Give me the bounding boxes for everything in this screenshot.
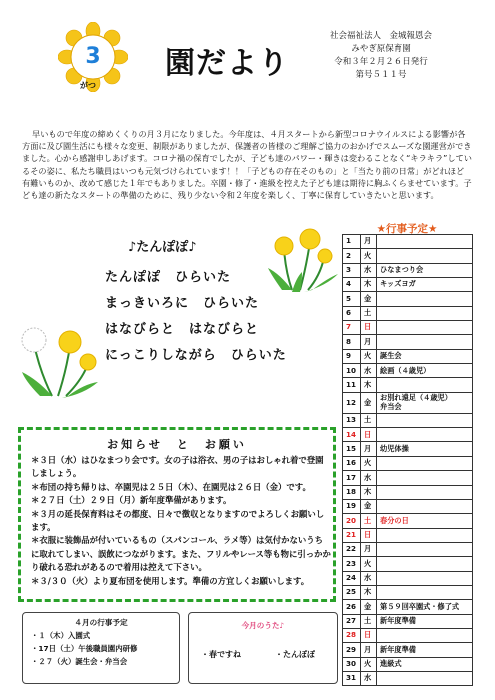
- schedule-day: 18: [343, 485, 361, 499]
- schedule-weekday: 水: [361, 671, 377, 685]
- schedule-day: 2: [343, 249, 361, 263]
- schedule-weekday: 土: [361, 306, 377, 320]
- schedule-day: 22: [343, 542, 361, 556]
- schedule-weekday: 月: [361, 442, 377, 456]
- schedule-day: 31: [343, 671, 361, 685]
- schedule-day: 20: [343, 514, 361, 528]
- notice-item: ＊布団の持ち帰りは、卒園児は２５日（木）、在園児は２６日（金）です。: [31, 481, 311, 492]
- schedule-event: [377, 528, 473, 542]
- schedule-row: [343, 671, 473, 685]
- schedule-row: [343, 349, 473, 363]
- schedule-event: [377, 485, 473, 499]
- poem-title: ♪たんぽぽ♪: [128, 240, 197, 255]
- song-item: ・たんぽぽ: [275, 650, 315, 659]
- schedule-day: 25: [343, 585, 361, 599]
- dandelion-illustration-icon: [262, 228, 342, 298]
- notice-item: ＊３月の延長保育料はその都度、日々で徴収となりますのでよろしくお願いします。: [31, 508, 325, 533]
- schedule-row: [343, 643, 473, 657]
- poem-line: まっきいろに ひらいた: [105, 296, 260, 311]
- schedule-event: [377, 456, 473, 470]
- schedule-event: [377, 413, 473, 427]
- schedule-row: [343, 456, 473, 470]
- schedule-day: 5: [343, 292, 361, 306]
- schedule-row: [343, 364, 473, 378]
- schedule-event: [377, 585, 473, 599]
- schedule-weekday: 月: [361, 335, 377, 349]
- song-item: ・春ですね: [201, 650, 241, 659]
- poem-line: にっこりしながら ひらいた: [105, 348, 287, 363]
- schedule-event: [377, 235, 473, 249]
- schedule-row: [343, 571, 473, 585]
- schedule-day: 1: [343, 235, 361, 249]
- schedule-day: 9: [343, 349, 361, 363]
- schedule-row: [343, 335, 473, 349]
- schedule-day: 21: [343, 528, 361, 542]
- schedule-row: [343, 614, 473, 628]
- schedule-weekday: 月: [361, 643, 377, 657]
- schedule-row: [343, 657, 473, 671]
- schedule-event: 新年度準備: [377, 643, 473, 657]
- april-events-box: [22, 612, 180, 684]
- schedule-weekday: 日: [361, 428, 377, 442]
- schedule-event: [377, 542, 473, 556]
- april-event-item: ・２７（火）誕生会・弁当会: [31, 657, 128, 666]
- schedule-row: [343, 278, 473, 292]
- schedule-weekday: 金: [361, 600, 377, 614]
- schedule-event: 進級式: [377, 657, 473, 671]
- schedule-row: [343, 514, 473, 528]
- schedule-day: 30: [343, 657, 361, 671]
- schedule-day: 17: [343, 471, 361, 485]
- schedule-day: 27: [343, 614, 361, 628]
- schedule-event: [377, 292, 473, 306]
- schedule-day: 12: [343, 392, 361, 413]
- schedule-weekday: 火: [361, 249, 377, 263]
- schedule-day: 11: [343, 378, 361, 392]
- april-events-title: ４月の行事予定: [74, 618, 128, 627]
- schedule-weekday: 木: [361, 278, 377, 292]
- schedule-day: 14: [343, 428, 361, 442]
- schedule-row: [343, 528, 473, 542]
- monthly-song-box: [188, 612, 338, 684]
- schedule-event: [377, 378, 473, 392]
- notice-item: ＊３/３０（火）より夏布団を使用します。準備の方宜しくお願いします。: [31, 575, 310, 586]
- schedule-weekday: 水: [361, 471, 377, 485]
- schedule-title: ★行事予定★: [376, 223, 438, 235]
- notice-item: ＊３日（水）はひなまつり会です。女の子は浴衣、男の子はおしゃれ着で登園しましょう。: [31, 455, 324, 479]
- schedule-weekday: 月: [361, 542, 377, 556]
- schedule-row: [343, 485, 473, 499]
- schedule-day: 13: [343, 413, 361, 427]
- schedule-row: [343, 392, 473, 413]
- schedule-event: 第５９回卒園式・修了式: [377, 600, 473, 614]
- schedule-day: 29: [343, 643, 361, 657]
- monthly-song-title: 今月のうた♪: [241, 621, 285, 630]
- schedule-event: [377, 335, 473, 349]
- notice-item: ＊衣服に装飾品が付いているもの（スパンコール、ラメ等）は気付かないうちに取れてしまい、誤飲につながります。また、フリルやレース等も物に引っかかり破れる恐れがあるので着用は控えて下さい。: [31, 535, 331, 573]
- badge-number: 3: [85, 44, 101, 69]
- schedule-event: 絵画（４歳児）: [377, 364, 473, 378]
- schedule-weekday: 土: [361, 413, 377, 427]
- schedule-row: [343, 542, 473, 556]
- schedule-weekday: 金: [361, 392, 377, 413]
- schedule-weekday: 火: [361, 456, 377, 470]
- schedule-event: 幼児体操: [377, 442, 473, 456]
- schedule-row: [343, 321, 473, 335]
- schedule-row: [343, 292, 473, 306]
- schedule-day: 6: [343, 306, 361, 320]
- schedule-day: 8: [343, 335, 361, 349]
- poem-line: たんぽぽ ひらいた: [105, 270, 232, 285]
- schedule-row: [343, 263, 473, 277]
- notice-item: ＊２７日（土）２９日（月）新年度準備があります。: [31, 495, 232, 506]
- schedule-weekday: 土: [361, 614, 377, 628]
- schedule-row: [343, 600, 473, 614]
- dandelion-fluff-illustration-icon: [18, 322, 103, 402]
- schedule-row: [343, 413, 473, 427]
- schedule-weekday: 金: [361, 292, 377, 306]
- schedule-day: 3: [343, 263, 361, 277]
- org-line: 第号５１１号: [355, 70, 407, 80]
- schedule-row: [343, 306, 473, 320]
- schedule-weekday: 木: [361, 378, 377, 392]
- org-line: みやぎ原保育園: [351, 44, 411, 54]
- schedule-day: 19: [343, 499, 361, 513]
- schedule-weekday: 水: [361, 571, 377, 585]
- schedule-weekday: 火: [361, 657, 377, 671]
- schedule-weekday: 金: [361, 499, 377, 513]
- page-title: 園だより: [165, 46, 289, 81]
- schedule-weekday: 木: [361, 485, 377, 499]
- schedule-event: [377, 571, 473, 585]
- schedule-day: 24: [343, 571, 361, 585]
- schedule-day: 7: [343, 321, 361, 335]
- schedule-row: [343, 442, 473, 456]
- schedule-day: 4: [343, 278, 361, 292]
- schedule-day: 23: [343, 557, 361, 571]
- schedule-weekday: 水: [361, 364, 377, 378]
- schedule-row: [343, 249, 473, 263]
- schedule-weekday: 火: [361, 349, 377, 363]
- org-line: 令和３年２月２６日発行: [334, 57, 428, 67]
- schedule-day: 15: [343, 442, 361, 456]
- april-event-item: ・１（木）入園式: [31, 631, 91, 640]
- april-event-item: ・17日（土）午後職員園内研修: [31, 644, 138, 653]
- notice-box: [18, 427, 336, 602]
- schedule-row: [343, 378, 473, 392]
- schedule-day: 10: [343, 364, 361, 378]
- schedule-event: [377, 499, 473, 513]
- schedule-event: [377, 671, 473, 685]
- schedule-row: [343, 628, 473, 642]
- schedule-event: [377, 249, 473, 263]
- schedule-event: [377, 471, 473, 485]
- schedule-event: [377, 321, 473, 335]
- schedule-weekday: 日: [361, 528, 377, 542]
- schedule-event: 新年度準備: [377, 614, 473, 628]
- notice-title: お知らせ と お願い: [107, 438, 247, 451]
- schedule-row: [343, 471, 473, 485]
- schedule-event: [377, 557, 473, 571]
- schedule-day: 28: [343, 628, 361, 642]
- schedule-event: 誕生会: [377, 349, 473, 363]
- schedule-row: [343, 428, 473, 442]
- schedule-row: [343, 585, 473, 599]
- schedule-event: [377, 628, 473, 642]
- schedule-event: [377, 428, 473, 442]
- schedule-weekday: 火: [361, 557, 377, 571]
- schedule-day: 16: [343, 456, 361, 470]
- schedule-weekday: 日: [361, 628, 377, 642]
- badge-unit: がつ: [80, 81, 96, 90]
- schedule-day: 26: [343, 600, 361, 614]
- org-line: 社会福祉法人 金城報恩会: [330, 31, 433, 41]
- schedule-event: [377, 306, 473, 320]
- schedule-event: キッズヨガ: [377, 278, 473, 292]
- sunflower-badge-icon: [58, 22, 128, 92]
- schedule-weekday: 水: [361, 263, 377, 277]
- schedule-weekday: 木: [361, 585, 377, 599]
- poem-line: はなびらと はなびらと: [105, 322, 260, 337]
- intro-paragraph: 早いもので年度の締めくくりの月３月になりました。今年度は、４月スタートから新型コロナウイルスによる影響が各方面に及び園生活にも様々な変更、制限がありましたが、保護者の皆様のご理解ご協力のおかげでスムーズな園運営ができました。心から感謝申しあげます。コロナ禍の保育でしたが、子ども達のパワー・輝きは変わることなく“キラキラ”しているその姿に、私たち職員はいつも元気づけられています！！「子どもの存在そのもの」と「当たり前の日常」がどれほど有難いものか、改めて感じた１年でもありました。卒園・修了・進級を控えた子ども達は期待に胸ふくらませています。子ども達の新たなスタートの準備のために、残り少ない令和２年度を楽しく、丁寧に保育していきたいと思います。: [22, 129, 472, 201]
- schedule-event: ひなまつり会: [377, 263, 473, 277]
- notice-list: [31, 454, 331, 588]
- schedule-row: [343, 557, 473, 571]
- schedule-table: [342, 234, 473, 686]
- schedule-row: [343, 235, 473, 249]
- schedule-weekday: 土: [361, 514, 377, 528]
- schedule-row: [343, 499, 473, 513]
- schedule-weekday: 日: [361, 321, 377, 335]
- org-info: [330, 30, 432, 82]
- schedule-event: お別れ遠足（４歳児） 弁当会: [377, 392, 473, 413]
- schedule-event: 春分の日: [377, 514, 473, 528]
- schedule-weekday: 月: [361, 235, 377, 249]
